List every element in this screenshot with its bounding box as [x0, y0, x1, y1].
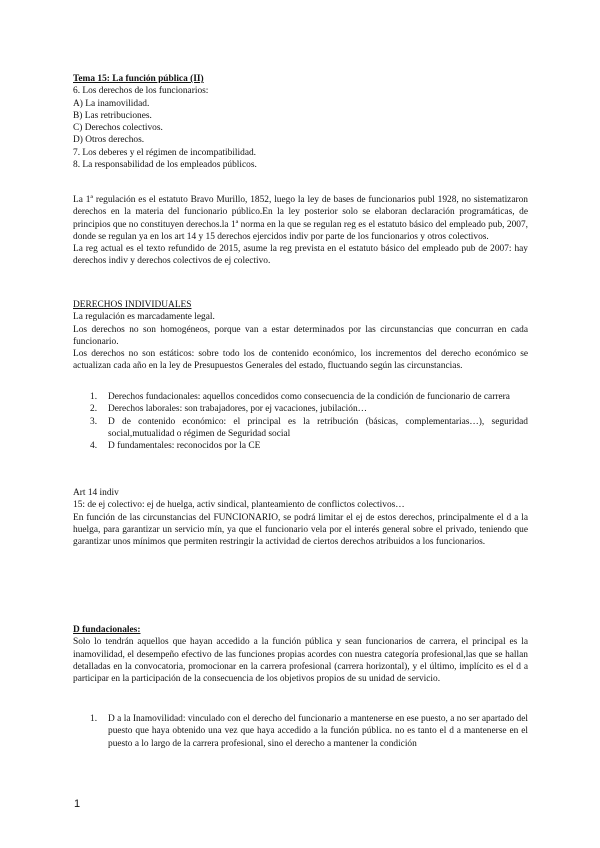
- fundational-list: [73, 713, 528, 750]
- toc-item: 8. La responsabilidad de los empleados públicos.: [73, 160, 257, 171]
- list-text: D de contenido económico: el principal es la retribución (básicas, complementarias…), seguridad social,mutualidad o régimen de Seguridad social: [108, 416, 528, 439]
- list-number: 1.: [90, 392, 98, 402]
- list-number: 2.: [90, 404, 98, 415]
- section-heading: Art 14 indiv: [73, 488, 119, 498]
- page-number: 1: [74, 798, 81, 810]
- toc-item: 6. Los derechos de los funcionarios:: [73, 86, 209, 97]
- list-number: 3.: [90, 416, 98, 427]
- intro-paragraph: La reg actual es el texto refundido de 2015, asume la reg prevista en el estatuto básico del empleado pub de 2007: hay derechos indiv y derechos colectivos de ej colectivo.: [73, 244, 528, 267]
- list-item: [73, 416, 528, 441]
- paragraph: En función de las circunstancias del FUNCIONARIO, se podrá limitar el ej de estos derechos, principalmente el d a la huelga, para garantizar un servicio mín, ya que el funcionario vela por el interés general sobre el privado, teniendo que garantizar unos mínimos que permiten restringir la actividad de ciertos derechos atribuidos a los funcionarios.: [73, 512, 528, 548]
- list-item: [73, 440, 528, 452]
- paragraph: Los derechos no son estáticos: sobre todo los de contenido económico, los incrementos del derecho económico se actualizan cada año en la ley de Presupuestos Generales del estado, fluctuando según las circunstancias.: [73, 349, 528, 372]
- individual-rights-section: [73, 299, 528, 373]
- list-text: D a la Inamovilidad: vinculado con el derecho del funcionario a mantenerse en ese puesto, a no ser apartado del puesto que haya obtenido una vez que haya accedido a la función pública. no es tanto el d a mantenerse en el puesto a lo largo de la carrera profesional, sino el derecho a mantener la condición: [108, 714, 528, 749]
- list-number: 4.: [90, 441, 98, 452]
- list-text: Derechos laborales: son trabajadores, por ej vacaciones, jubilación…: [108, 404, 368, 415]
- toc-item: 7. Los deberes y el régimen de incompatibilidad.: [73, 147, 257, 158]
- document-title: Tema 15: La función pública (II): [73, 74, 204, 84]
- list-item: [73, 713, 528, 750]
- topic-header: [73, 73, 528, 171]
- fundational-rights-section: [73, 624, 528, 685]
- paragraph: Solo lo tendrán aquellos que hayan accedido a la función pública y sean funcionarios de carrera, el principal es la inamovilidad, el desempeño efectivo de las funciones propias acordes con nuestra categoría profesional,las que se hallan detalladas en la convocatoria, promocionar en la carrera profesional (carrera horizontal), y el último, implícito es el d a participar en la participación de la consecuencia de los objetivos propios de su unidad de servicio.: [73, 637, 528, 685]
- section-heading: D fundacionales:: [73, 625, 141, 635]
- toc-item: D) Otros derechos.: [73, 135, 145, 146]
- list-item: [73, 391, 528, 403]
- list-item: [73, 403, 528, 415]
- toc-item: A) La inamovilidad.: [73, 98, 150, 109]
- section-heading: DERECHOS INDIVIDUALES: [73, 300, 192, 310]
- toc-item: C) Derechos colectivos.: [73, 123, 163, 134]
- intro-paragraph: La 1ª regulación es el estatuto Bravo Murillo, 1852, luego la ley de bases de funcionarios publ 1928, no sistematizaron derechos en la materia del funcionario público.En la ley posterior solo se elaboran declaración programáticas, de principios que no constituyen derechos.la 1ª norma en la que se regulan reg es el estatuto básico del empleado pub, 2007, donde se regulan ya en los art 14 y 15 derechos ejercidos indiv por parte de los funcionarios y otros colectivos.: [73, 195, 528, 242]
- article-14-section: [73, 487, 528, 548]
- list-text: Derechos fundacionales: aquellos concedidos como consecuencia de la condición de funcionario de carrera: [108, 392, 510, 402]
- list-number: 1.: [90, 714, 98, 724]
- toc-item: B) Las retribuciones.: [73, 110, 152, 121]
- paragraph: 15: de ej colectivo: ej de huelga, activ sindical, planteamiento de conflictos colectivos…: [73, 500, 405, 511]
- list-text: D fundamentales: reconocidos por la CE: [108, 441, 261, 452]
- paragraph: La regulación es marcadamente legal.: [73, 312, 215, 323]
- rights-list: [73, 391, 528, 452]
- paragraph: Los derechos no son homogéneos, porque van a estar determinados por las circunstancias que concurran en cada funcionario.: [73, 324, 528, 347]
- intro-section: [73, 194, 528, 268]
